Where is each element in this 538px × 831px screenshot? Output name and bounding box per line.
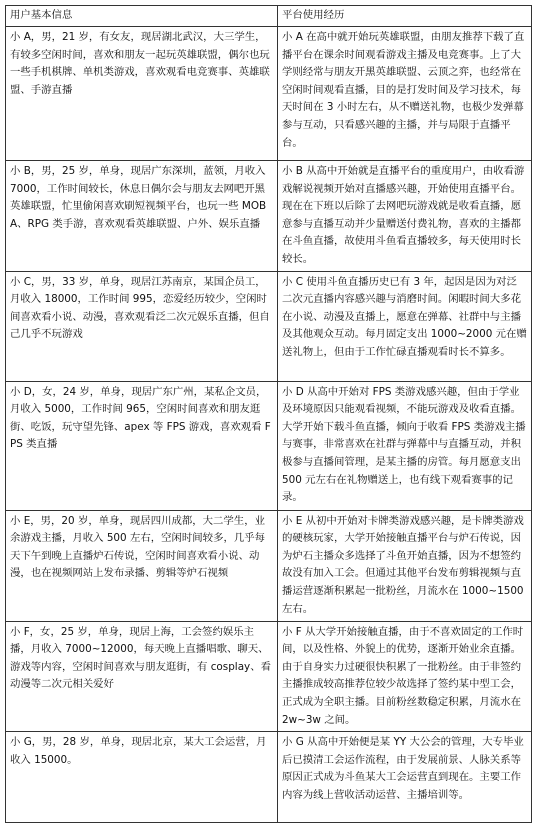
user-info-cell: 小 F，女，25 岁，单身，现居上海，工会签约娱乐主播，月收入 7000~12000，每天晚上直播唱歌、聊天、游戏等内容，空闲时间喜欢与朋友逛街，有 cosplay、看动漫等二次元相关爱好 [6, 621, 278, 732]
experience-cell: 小 D 从高中开始对 FPS 类游戏感兴趣，但由于学业及环境原因只能观看视频，不能玩游戏及收看直播。大学开始下载斗鱼直播，倾向于收看 FPS 类游戏主播与赛事，非常喜欢在社群与弹幕中与直播互动，并积极参与直播间管理，是某主播的房管。每月愿意支出 500 元左右在礼物赠送上，也有线下观看赛事的记录。 [278, 381, 532, 510]
table-row [6, 271, 532, 381]
table-row [6, 381, 532, 510]
user-info-cell: 小 G，男，28 岁，单身，现居北京，某大工会运营，月收入 15000。 [6, 732, 278, 823]
table-row [6, 732, 532, 823]
user-info-cell: 小 A，男，21 岁，有女友，现居湖北武汉，大三学生，有较多空闲时间，喜欢和朋友一起玩英雄联盟，偶尔也玩一些手机棋牌、单机类游戏，喜欢观看电竞赛事、英雄联盟、手游直播 [6, 27, 278, 161]
table-row [6, 621, 532, 732]
experience-cell: 小 E 从初中开始对卡牌类游戏感兴趣，是卡牌类游戏的硬核玩家，大学开始接触直播平台与炉石传说，因为炉石主播众多选择了斗鱼开始直播，因为不想签约故没有加入工会。但通过其他平台发布剪辑视频与直播运营逐渐积累起一批粉丝，月流水在 1000~1500 左右。 [278, 510, 532, 621]
user-info-cell: 小 B，男，25 岁，单身，现居广东深圳，蓝领，月收入 7000，工作时间较长，休息日偶尔会与朋友去网吧开黑英雄联盟，忙里偷闲喜欢刷短视频平台，也玩一些 MOBA、RPG 类手游，喜欢观看英雄联盟、户外、娱乐直播 [6, 161, 278, 272]
table-row [6, 161, 532, 272]
user-profile-table [5, 5, 532, 823]
table-header-row [6, 6, 532, 27]
experience-cell: 小 F 从大学开始接触直播，由于不喜欢固定的工作时间，以及性格、外貌上的优势，逐渐开始业余直播。由于自身实力过硬很快积累了一批粉丝。由于非签约主播推成较高推荐位较少故选择了签约某中型工会，正式成为全职主播。目前粉丝数稳定积累，月流水在 2w~3w 之间。 [278, 621, 532, 732]
user-info-cell: 小 D，女，24 岁，单身，现居广东广州，某私企文员，月收入 5000，工作时间 965，空闲时间喜欢和朋友逛街、吃饭，玩守望先锋、apex 等 FPS 游戏，喜欢观看 FPS 类直播 [6, 381, 278, 510]
experience-cell: 小 C 使用斗鱼直播历史已有 3 年，起因是因为对泛二次元直播内容感兴趣与消磨时间。闲暇时间大多花在小说、动漫及直播上，愿意在弹幕、社群中与主播及其他观众互动。每月固定支出 1000~2000 元在赠送礼物上，但由于工作忙碌直播观看时长不算多。 [278, 271, 532, 381]
experience-cell: 小 B 从高中开始就是直播平台的重度用户，由收看游戏解说视频开始对直播感兴趣，开始使用直播平台。现在在下班以后除了去网吧玩游戏就是收看直播，愿意参与直播互动并少量赠送付费礼物，喜欢的主播都在斗鱼直播，故使用斗鱼看直播较多，每天使用时长较长。 [278, 161, 532, 272]
user-profile-table-container [5, 5, 531, 823]
header-platform-experience: 平台使用经历 [278, 6, 532, 27]
experience-cell: 小 G 从高中开始便是某 YY 大公会的管理，大专毕业后已摸清工会运作流程，由于发展前景、人脉关系等原因正式成为斗鱼某大工会运营直到现在。主要工作内容为线上营收活动运营、主播培训等。 [278, 732, 532, 823]
table-row [6, 27, 532, 161]
header-user-info: 用户基本信息 [6, 6, 278, 27]
user-info-cell: 小 E，男，20 岁，单身，现居四川成都，大二学生，业余游戏主播，月收入 500 左右，空闲时间较多，几乎每天下午到晚上直播炉石传说，空闲时间喜欢看小说、动漫，也在视频网站上发布录播、剪辑等炉石视频 [6, 510, 278, 621]
table-row [6, 510, 532, 621]
user-info-cell: 小 C，男，33 岁，单身，现居江苏南京，某国企员工，月收入 18000，工作时间 995，恋爱经历较少，空闲时间喜欢看小说、动漫，喜欢观看泛二次元娱乐直播，但自己几乎不玩游戏 [6, 271, 278, 381]
experience-cell: 小 A 在高中就开始玩英雄联盟，由朋友推荐下载了直播平台在课余时间观看游戏主播及电竞赛事。上了大学则经常与朋友开黑英雄联盟、云顶之弈，也经常在空闲时间观看直播，目的是打发时间及学习技术，每天时间在 3 小时左右，从不赠送礼物，也极少发弹幕参与互动，只看感兴趣的主播，并与局限于直播平台。 [278, 27, 532, 161]
